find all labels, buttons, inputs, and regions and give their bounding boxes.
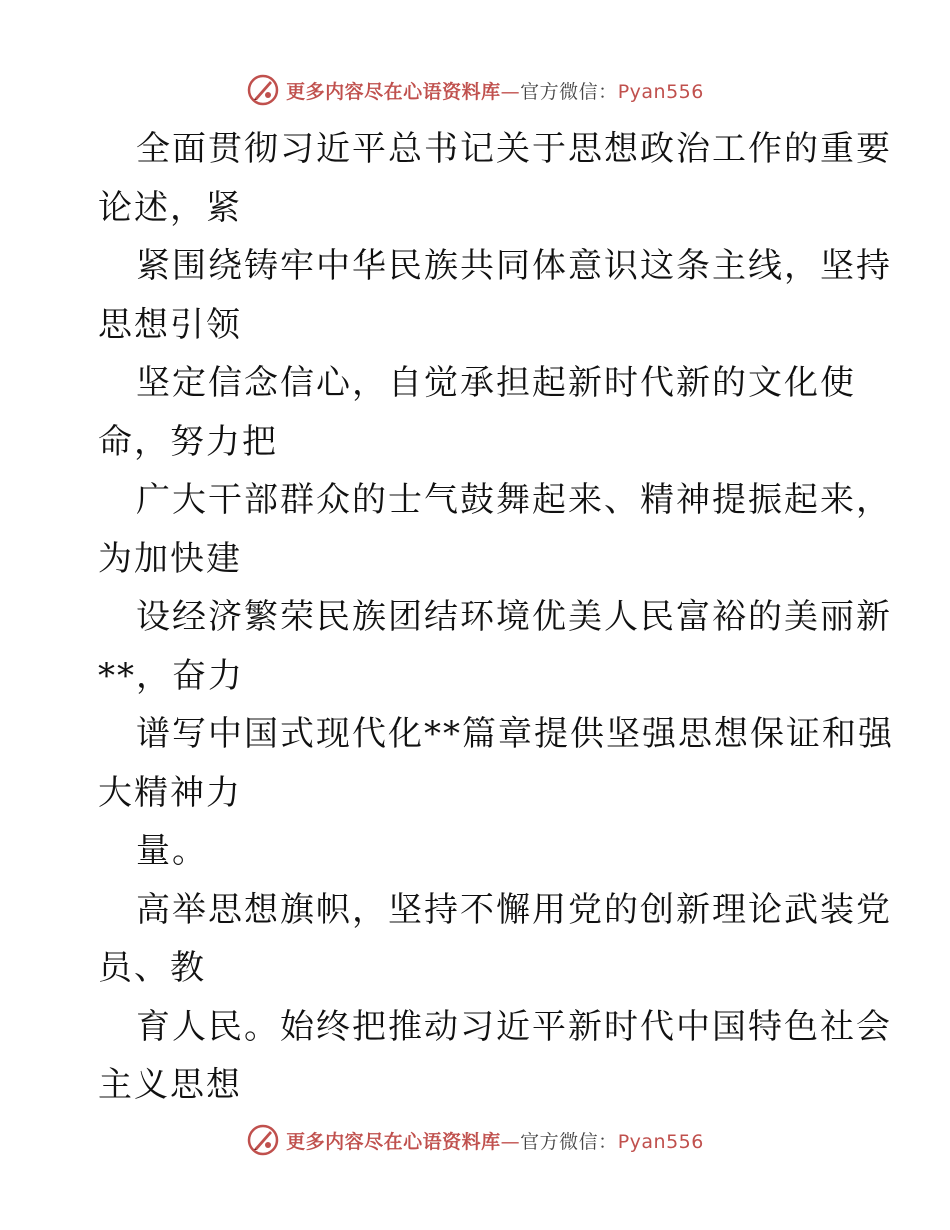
text-line: 坚定信念信心，自觉承担起新时代新的文化使	[136, 363, 856, 403]
banner-dash: —	[500, 80, 521, 103]
text-line: 论述，紧	[98, 187, 242, 228]
banner-brand: 更多内容尽在心语资料库	[286, 1130, 501, 1153]
text-line: 谱写中国式现代化**篇章提供坚强思想保证和强	[136, 714, 894, 754]
body-text	[98, 120, 894, 1115]
header-banner	[0, 70, 950, 110]
text-line: 紧围绕铸牢中华民族共同体意识这条主线，坚持	[136, 246, 892, 286]
text-line: 量。	[136, 831, 208, 871]
text-line: 设经济繁荣民族团结环境优美人民富裕的美丽新	[136, 597, 892, 637]
banner-text	[286, 77, 704, 104]
text-line: 全面贯彻习近平总书记关于思想政治工作的重要	[136, 129, 892, 169]
banner-dash: —	[500, 1130, 521, 1153]
quill-pen-icon	[246, 73, 280, 107]
text-line: 广大干部群众的士气鼓舞起来、精神提振起来，	[136, 480, 892, 520]
footer-banner	[0, 1120, 950, 1160]
text-line: 为加快建	[98, 538, 242, 579]
text-line: 高举思想旗帜，坚持不懈用党的创新理论武装党	[136, 889, 892, 930]
banner-wechat-id: Pyan556	[617, 80, 704, 103]
text-line: 命，努力把	[98, 421, 278, 462]
banner-brand: 更多内容尽在心语资料库	[286, 80, 501, 103]
banner-text	[286, 1127, 704, 1154]
text-line: 主义思想	[98, 1065, 242, 1105]
text-line: 思想引领	[98, 304, 242, 345]
quill-pen-icon	[246, 1123, 280, 1157]
text-line: 员、教	[98, 948, 206, 988]
text-line: **，奋力	[98, 655, 244, 696]
text-line: 育人民。始终把推动习近平新时代中国特色社会	[136, 1006, 892, 1047]
text-line: 大精神力	[98, 772, 242, 813]
banner-wechat-id: Pyan556	[617, 1130, 704, 1153]
banner-wechat-label: 官方微信：	[520, 80, 618, 103]
banner-wechat-label: 官方微信：	[520, 1130, 618, 1153]
